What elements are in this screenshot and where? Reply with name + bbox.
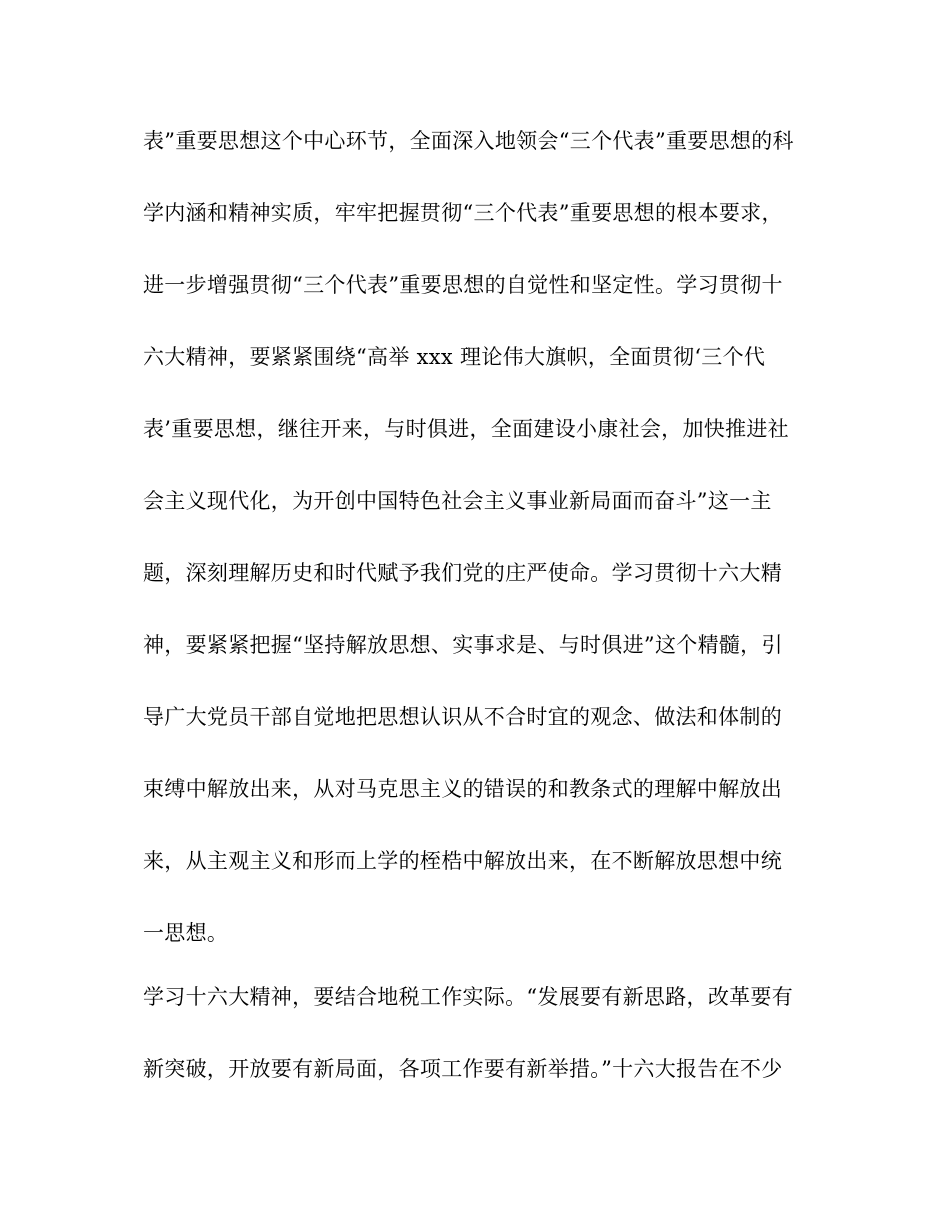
text-line: 来，从主观主义和形而上学的桎梏中解放出来，在不断解放思想中统: [143, 849, 782, 873]
text-line: 新突破，开放要有新局面，各项工作要有新举措。”十六大报告在不少: [143, 1057, 783, 1081]
text-line: 束缚中解放出来，从对马克思主义的错误的和教条式的理解中解放出: [143, 777, 782, 801]
text-line: 表”重要思想这个中心环节，全面深入地领会“三个代表”重要思想的科: [143, 129, 794, 153]
text-line: 题，深刻理解历史和时代赋予我们党的庄严使命。学习贯彻十六大精: [143, 561, 782, 585]
text-line: 学习十六大精神，要结合地税工作实际。“发展要有新思路，改革要有: [143, 985, 794, 1009]
text-line: 学内涵和精神实质，牢牢把握贯彻“三个代表”重要思想的根本要求，: [143, 201, 783, 225]
text-line: 一思想。: [143, 921, 229, 945]
text-line: 神，要紧紧把握“坚持解放思想、实事求是、与时俱进”这个精髓，引: [143, 633, 783, 657]
document-body: [143, 123, 813, 1123]
text-line: 进一步增强贯彻“三个代表”重要思想的自觉性和坚定性。学习贯彻十: [143, 273, 783, 297]
text-line: 六大精神，要紧紧围绕“高举 xxx 理论伟大旗帜，全面贯彻‘三个代: [143, 345, 766, 369]
text-line: 表’重要思想，继往开来，与时俱进，全面建设小康社会，加快推进社: [143, 417, 789, 441]
text-line: 会主义现代化，为开创中国特色社会主义事业新局面而奋斗”这一主: [143, 489, 772, 513]
text-line: 导广大党员干部自觉地把思想认识从不合时宜的观念、做法和体制的: [143, 705, 782, 729]
